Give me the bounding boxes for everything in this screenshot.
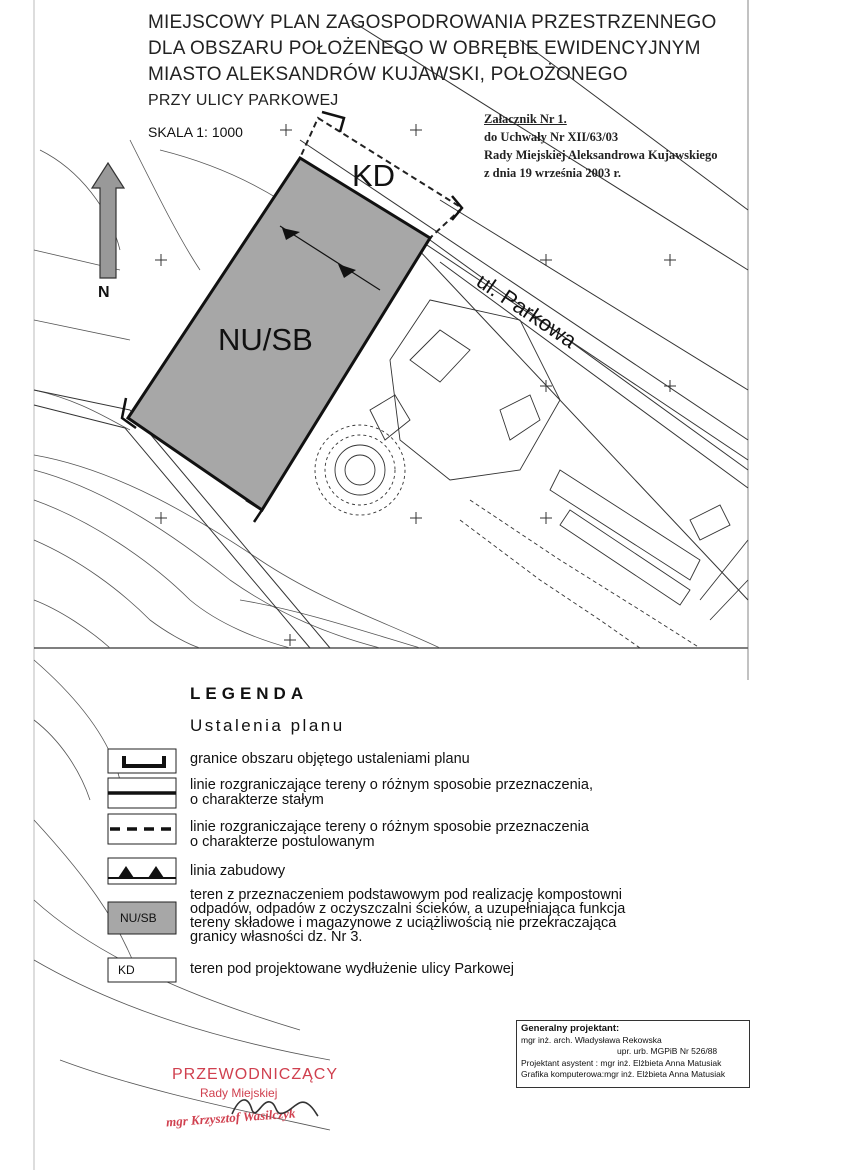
- north-arrow-icon: [92, 163, 124, 278]
- legend-item-boundary: granice obszaru objętego ustaleniami planu: [190, 751, 470, 767]
- zone-nusb-label: NU/SB: [218, 322, 313, 357]
- legend-item-nusb-line4: granicy własności dz. Nr 3.: [190, 929, 363, 945]
- legend-symbols: [108, 749, 176, 982]
- credits-assistant-name: mgr inż. Elżbieta Anna Matusiak: [600, 1057, 722, 1068]
- credits-assistant-label: Projektant asystent :: [521, 1057, 599, 1068]
- legend-item-nusb-line2: odpadów, odpadów z oczyszczalni ścieków, a uzupełniająca funkcja: [190, 901, 626, 917]
- legend-title: LEGENDA: [190, 684, 309, 703]
- plan-title-line-4: PRZY ULICY PARKOWEJ: [148, 92, 339, 109]
- legend-item-nusb-line3: tereny składowe i magazynowe z uciążliwością nie przekraczająca: [190, 915, 617, 931]
- annex-council: Rady Miejskiej Aleksandrowa Kujawskiego: [484, 148, 718, 162]
- credits-box: [516, 1020, 750, 1088]
- credits-license: upr. urb. MGPiB Nr 526/88: [617, 1046, 718, 1056]
- existing-buildings: [315, 300, 748, 648]
- zone-kd-label: KD: [352, 158, 396, 193]
- plan-title-line-1: MIEJSCOWY PLAN ZAGOSPODROWANIA PRZESTRZENNEGO: [148, 12, 717, 33]
- legend-item-nusb-line1: teren z przeznaczeniem podstawowym pod realizację kompostowni: [190, 887, 622, 903]
- credits-graphics-name: mgr inż. Elżbieta Anna Matusiak: [604, 1069, 726, 1079]
- legend-item-postulated-line1: linie rozgraniczające tereny o różnym sposobie przeznaczenia: [190, 819, 589, 835]
- legend-symbol-nusb-label: NU/SB: [120, 911, 157, 925]
- scale-label: SKALA 1: 1000: [148, 124, 243, 140]
- credits-general-designer-label: Generalny projektant:: [521, 1023, 620, 1034]
- annex-title: Załacznik Nr 1.: [484, 112, 567, 126]
- plan-title-line-2: DLA OBSZARU POŁOŻENEGO W OBRĘBIE EWIDENCYJNYM: [148, 38, 701, 59]
- legend-symbol-kd-label: KD: [118, 963, 135, 977]
- signature-image: [230, 1092, 320, 1122]
- legend-item-permanent-line2: o charakterze stałym: [190, 792, 324, 808]
- legend-item-permanent-line1: linie rozgraniczające tereny o różnym sposobie przeznaczenia,: [190, 777, 593, 793]
- stamp-title: PRZEWODNICZĄCY: [172, 1066, 338, 1083]
- legend-item-postulated-line2: o charakterze postulowanym: [190, 834, 375, 850]
- symbol-building-line: [108, 858, 176, 884]
- stamp-name: mgr Krzysztof Wasilczyk: [165, 1105, 296, 1130]
- legend-item-building-line: linia zabudowy: [190, 863, 286, 879]
- credits-general-designer-name: mgr inż. arch. Władysława Rekowska: [521, 1034, 662, 1045]
- stamp-council: Rady Miejskiej: [200, 1086, 278, 1100]
- annex-resolution: do Uchwały Nr XII/63/03: [484, 130, 619, 144]
- plan-title-line-3: MIASTO ALEKSANDRÓW KUJAWSKI, POŁOŻONEGO: [148, 64, 628, 85]
- legend-subtitle: Ustalenia planu: [190, 716, 345, 735]
- credits-graphics-label: Grafika komputerowa:: [521, 1069, 605, 1079]
- street-label: ul. Parkowa: [472, 268, 582, 354]
- legend-item-kd: teren pod projektowane wydłużenie ulicy Parkowej: [190, 961, 515, 977]
- annex-date: z dnia 19 września 2003 r.: [484, 166, 622, 180]
- north-label: N: [98, 284, 110, 301]
